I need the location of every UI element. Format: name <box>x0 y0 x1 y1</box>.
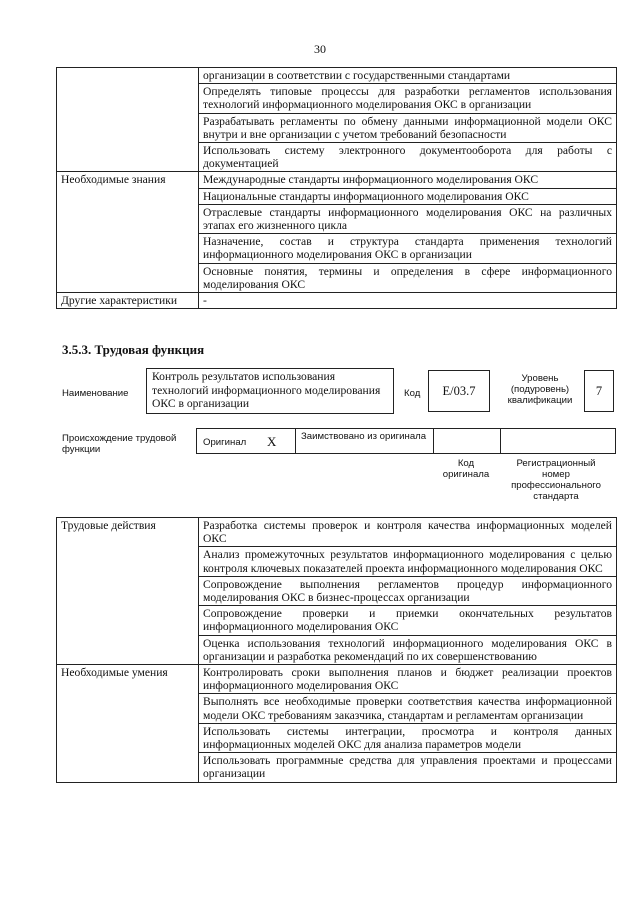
row-text: Отраслевые стандарты информационного моделирования ОКС на различных этапах его жизненного цикла <box>199 204 617 233</box>
origin-label: Происхождение трудовой функции <box>62 433 177 455</box>
level-label: Уровень (подуровень) квалификации <box>507 373 573 406</box>
table-row <box>57 293 617 309</box>
original-mark: X <box>267 434 277 449</box>
level-value: 7 <box>595 383 603 398</box>
required-skills-label: Необходимые умения <box>57 665 199 783</box>
row-text: Разработка системы проверок и контроля качества информационных моделей ОКС <box>199 518 617 547</box>
code-value: E/03.7 <box>442 383 476 398</box>
code-label: Код <box>404 388 421 399</box>
row-text: Контролировать сроки выполнения планов и бюджет реализации проектов информационного моделирования ОКС <box>199 665 617 694</box>
other-characteristics-label: Другие характеристики <box>57 293 199 309</box>
page-number: 30 <box>314 42 326 56</box>
row-text: - <box>199 293 617 309</box>
level-box <box>584 370 614 412</box>
row-text: организации в соответствии с государственными стандартами <box>199 68 617 84</box>
row-text: Основные понятия, термины и определения в сфере информационного моделирования ОКС <box>199 263 617 292</box>
row-text: Национальные стандарты информационного моделирования ОКС <box>199 188 617 204</box>
code-caption: Код оригинала <box>442 458 490 480</box>
table-row <box>57 172 617 188</box>
labor-actions-label: Трудовые действия <box>57 518 199 665</box>
original-cell <box>197 429 296 453</box>
table-row <box>57 68 617 84</box>
code-box <box>428 370 490 412</box>
original-code-cell <box>433 429 501 453</box>
row-text: Использовать программные средства для управления проектами и процессами организации <box>199 753 617 782</box>
row-text: Сопровождение выполнения регламентов процедур информационного моделирования ОКС в бизнес-процессах организации <box>199 576 617 605</box>
original-label: Оригинал <box>203 437 247 448</box>
skills-table-continued <box>56 67 617 309</box>
row-text: Использовать системы интеграции, просмотра и контроля данных информационных моделей ОКС для анализа параметров модели <box>199 723 617 752</box>
section-heading: 3.5.3. Трудовая функция <box>62 342 205 357</box>
borrowed-label: Заимствовано из оригинала <box>301 431 427 442</box>
row-text: Международные стандарты информационного моделирования ОКС <box>199 172 617 188</box>
row-text: Разрабатывать регламенты по обмену данными информационной модели ОКС внутри и вне организации с учетом требований безопасности <box>199 113 617 142</box>
function-name: Контроль результатов использования технологий информационного моделирования ОКС в организации <box>152 370 381 410</box>
row-text: Назначение, состав и структура стандарта применения технологий информационного моделирования ОКС в организации <box>199 234 617 263</box>
row-text: Определять типовые процессы для разработки регламентов использования технологий информационного моделирования ОКС в организации <box>199 84 617 113</box>
name-label: Наименование <box>62 388 129 399</box>
origin-row <box>196 428 616 454</box>
required-knowledge-label: Необходимые знания <box>57 172 199 293</box>
table-row <box>57 518 617 547</box>
row-text: Сопровождение проверки и приемки окончательных результатов информационного моделирования ОКС <box>199 606 617 635</box>
row-text: Оценка использования технологий информационного моделирования ОКС в организации и разработка рекомендаций по их совершенствованию <box>199 635 617 664</box>
row-text: Использовать систему электронного документооборота для работы с документацией <box>199 143 617 172</box>
labor-function-table <box>56 517 617 783</box>
reg-caption: Регистрационный номер профессионального стандарта <box>511 458 601 502</box>
function-name-box <box>146 368 394 414</box>
row-text: Анализ промежуточных результатов информационного моделирования с целью контроля ключевых показателей проекта информационного моделирования ОКС <box>199 547 617 576</box>
row-label <box>57 68 199 172</box>
table-row <box>57 665 617 694</box>
row-text: Выполнять все необходимые проверки соответствия качества информационной модели ОКС требованиям заказчика, стандартам и регламентам организации <box>199 694 617 723</box>
